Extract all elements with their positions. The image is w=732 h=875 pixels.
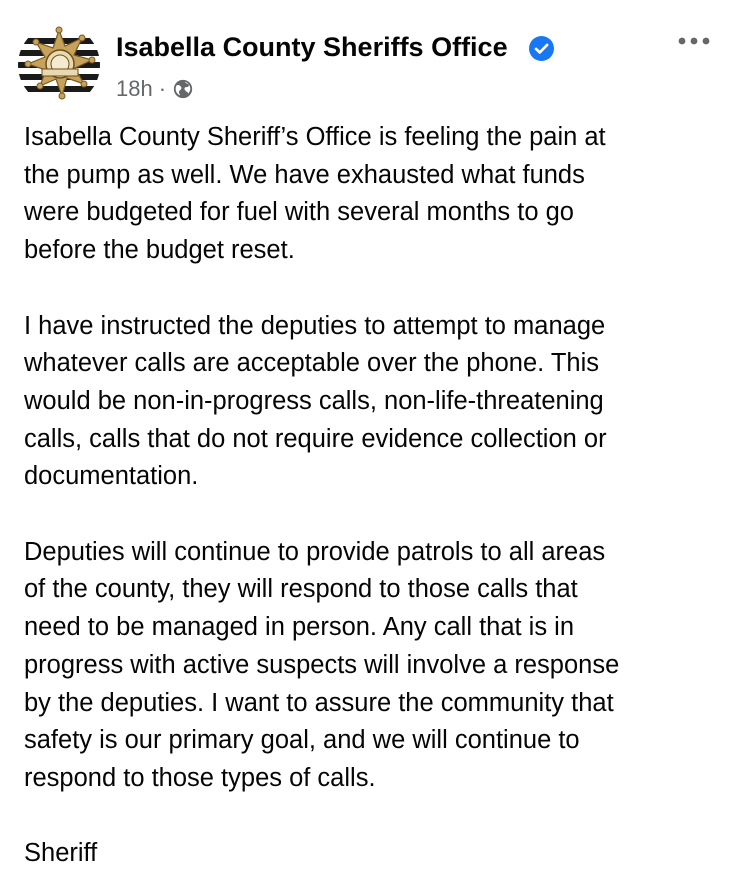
post-paragraph-2: I have instructed the deputies to attempt to manage whatever calls are acceptable over the phone. This would be non-in-progress calls, non-life-threatening calls, calls that do not require evidence collection or documentation. [24,311,607,491]
post-paragraph-1: Isabella County Sheriff’s Office is feeling the pain at the pump as well. We have exhausted what funds were budgeted for fuel with several months to go before the budget reset. [24,123,606,265]
verified-badge-icon [529,36,554,61]
post-timestamp[interactable]: 18h [116,76,153,101]
post-text [24,119,724,873]
meta-separator: · [158,76,167,101]
more-options-button[interactable] [672,26,716,56]
post-meta [116,74,194,104]
globe-icon[interactable] [172,78,194,100]
post-signature: Sheriff [24,839,98,868]
post-header [0,0,732,110]
more-options-icon [677,36,711,46]
page-name[interactable]: Isabella County Sheriffs Office [116,32,508,62]
sheriff-star-badge-icon [18,24,100,106]
avatar[interactable] [18,24,100,106]
post-paragraph-3: Deputies will continue to provide patrols to all areas of the county, they will respond to those calls that need to be managed in person. Any call that is in progress with active suspects will involve a response by the deputies. I want to assure the community that safety is our primary goal, and we will continue to respond to those types of calls. [24,537,620,792]
